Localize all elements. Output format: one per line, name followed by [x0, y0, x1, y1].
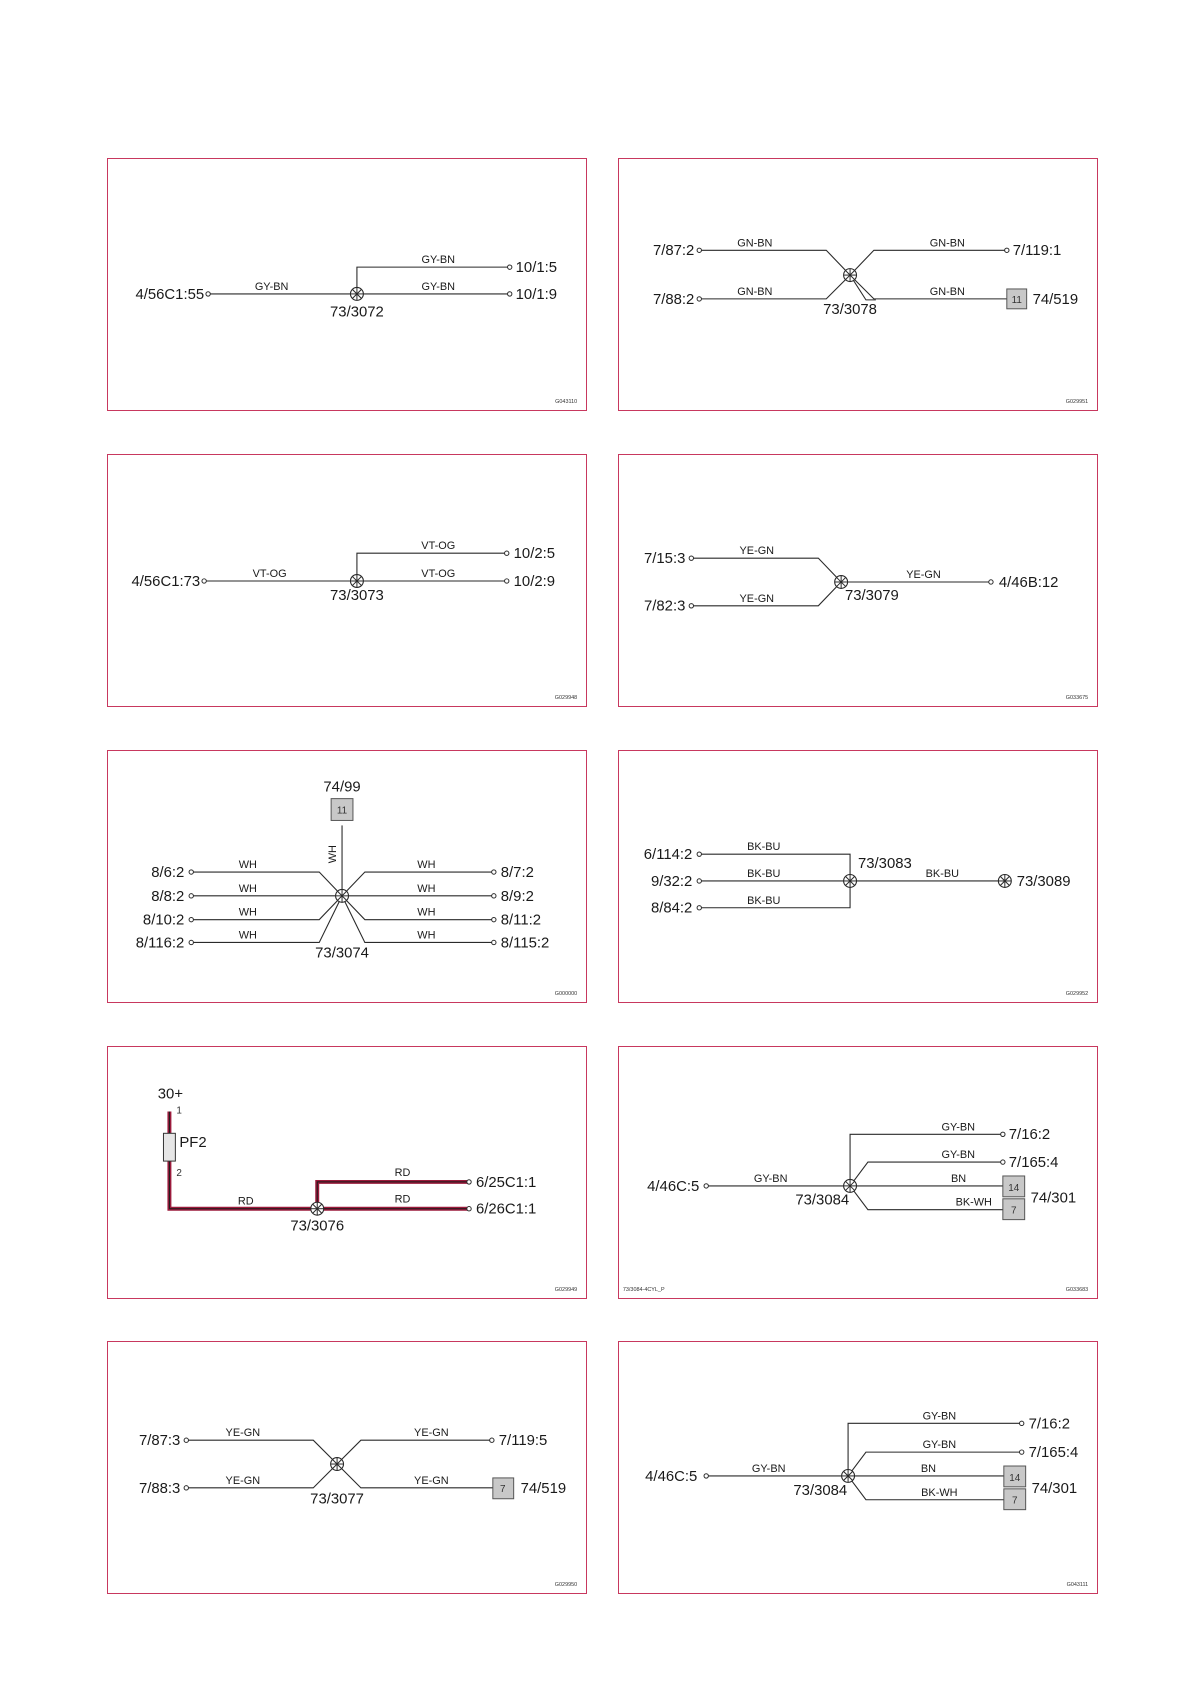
connector-label: 7/165:4 — [1008, 1155, 1059, 1172]
wire-color-label: BN — [950, 1172, 967, 1185]
connector-label: 9/32:2 — [650, 873, 693, 890]
wire-color-label: BK-BU — [747, 841, 781, 854]
splice-icon — [350, 287, 363, 300]
splice-label: 73/3084 — [793, 1482, 848, 1499]
splice-icon — [350, 575, 363, 588]
connector-label: 74/301 — [1030, 1190, 1077, 1207]
wire-color-label: RD — [394, 1193, 411, 1206]
wire-color-label: GN-BN — [929, 237, 965, 250]
connector-label: 8/115:2 — [500, 935, 550, 952]
splice-icon — [331, 1458, 344, 1471]
wire-color-label: YE-GN — [739, 545, 775, 558]
connector-label: 8/116:2 — [135, 935, 185, 952]
image-id: G029950 — [554, 1582, 578, 1589]
connector-label: 8/6:2 — [151, 864, 185, 881]
image-id: G029952 — [1065, 991, 1089, 998]
splice-label: 73/3079 — [844, 587, 899, 604]
wire-color-label: WH — [238, 929, 257, 942]
image-id: G029951 — [1065, 399, 1089, 406]
pin-number: 7 — [1011, 1495, 1018, 1507]
splice-icon — [336, 889, 349, 902]
wire-color-label: GN-BN — [929, 285, 965, 298]
splice-label: 73/3073 — [330, 587, 384, 604]
connector-label: 7/119:1 — [1012, 243, 1062, 260]
connector-label: 4/56C1:73 — [131, 573, 201, 590]
wire-color-label: WH — [417, 859, 436, 872]
pin-number: 11 — [336, 805, 348, 817]
wire-color-label: WH — [327, 845, 340, 864]
splice-label: 73/3072 — [330, 304, 384, 321]
wire-color-label: BK-BU — [925, 867, 959, 880]
wire-color-label: WH — [238, 882, 257, 895]
diagram-panel-73-3078 — [618, 158, 1098, 411]
splice-icon — [844, 1179, 857, 1192]
splice-icon — [844, 269, 857, 282]
connector-label: 7/87:3 — [138, 1433, 181, 1450]
image-id: G043110 — [555, 399, 578, 406]
splice-label: 73/3078 — [823, 301, 877, 318]
splice-label: 73/3083 — [858, 856, 912, 873]
connector-label: 7/16:2 — [1028, 1416, 1070, 1433]
fuse-pin-number: 1 — [176, 1105, 182, 1117]
wire-color-label: BK-WH — [921, 1486, 958, 1499]
wire-color-label: YE-GN — [739, 592, 775, 605]
image-id: G029949 — [554, 1287, 578, 1294]
diagram-panel-73-3073 — [107, 454, 587, 707]
wire-color-label: BK-BU — [747, 867, 781, 880]
wire-color-label: WH — [417, 929, 436, 942]
wire-color-label: RD — [237, 1195, 254, 1208]
connector-label: 7/88:2 — [652, 291, 695, 308]
supply-label: 30+ — [157, 1086, 184, 1103]
image-id: G029948 — [554, 695, 578, 702]
connector-label: 8/10:2 — [142, 912, 185, 929]
wire-color-label: GY-BN — [941, 1149, 976, 1162]
wire-color-label: BN — [920, 1462, 937, 1475]
connector-label: 7/165:4 — [1028, 1445, 1079, 1462]
wire-color-label: YE-GN — [414, 1474, 449, 1487]
fuse-label: PF2 — [179, 1135, 207, 1152]
wire-color-label: WH — [238, 859, 257, 872]
connector-label: 8/8:2 — [151, 888, 185, 905]
connector-label: 6/114:2 — [643, 847, 693, 864]
wire-color-label: YE-GN — [225, 1474, 261, 1487]
diagram-panel-73-3072 — [107, 158, 587, 411]
connector-label: 6/25C1:1 — [475, 1174, 537, 1191]
splice-label: 73/3089 — [1016, 873, 1071, 890]
splice-label: 73/3076 — [290, 1218, 345, 1235]
connector-label: 4/46C:5 — [645, 1468, 698, 1485]
connector-label: 7/88:3 — [138, 1480, 181, 1497]
connector-label: 4/46B:12 — [998, 574, 1059, 591]
connector-label: 4/56C1:55 — [135, 286, 205, 303]
diagram-panel-73-3074 — [107, 750, 587, 1003]
connector-label: 10/2:9 — [513, 573, 556, 590]
connector-label: 6/26C1:1 — [475, 1201, 537, 1218]
diagram-panel-73-3077 — [107, 1341, 587, 1594]
wire-color-label: WH — [238, 906, 257, 919]
connector-label: 7/82:3 — [644, 598, 686, 615]
fuse-icon — [163, 1133, 175, 1161]
wire-color-label: GY-BN — [421, 280, 456, 293]
variant-id: 73/3084-4CYL_P — [622, 1287, 665, 1294]
fuse-pin-number: 2 — [176, 1167, 182, 1179]
wire-color-label: BK-WH — [955, 1196, 992, 1209]
connector-label: 74/519 — [520, 1480, 567, 1497]
splice-label: 73/3077 — [310, 1491, 364, 1508]
diagram-panel-73-3084-4cyl — [618, 1046, 1098, 1299]
image-id: G033675 — [1065, 695, 1089, 702]
splice-icon — [842, 1469, 855, 1482]
wire-color-label: GN-BN — [737, 237, 773, 250]
connector-label: 74/99 — [323, 779, 361, 796]
connector-label: 7/16:2 — [1008, 1127, 1051, 1144]
connector-label: 10/2:5 — [513, 546, 556, 563]
splice-icon — [998, 875, 1011, 888]
connector-label: 4/46C:5 — [647, 1178, 700, 1195]
wire-color-label: GY-BN — [421, 254, 456, 267]
diagram-panel-73-3076 — [107, 1046, 587, 1299]
splice-icon — [844, 875, 857, 888]
wire-color-label: GN-BN — [737, 285, 773, 298]
diagram-panel-73-3084 — [618, 1341, 1098, 1594]
splice-icon — [311, 1202, 324, 1215]
connector-label: 8/11:2 — [500, 912, 542, 929]
connector-label: 10/1:5 — [515, 260, 558, 277]
wire-color-label: VT-OG — [421, 540, 456, 553]
connector-label: 74/301 — [1031, 1480, 1078, 1497]
pin-number: 11 — [1011, 294, 1022, 306]
splice-label: 73/3074 — [315, 945, 369, 962]
diagram-panel-73-3079 — [618, 454, 1098, 707]
connector-label: 7/119:5 — [498, 1433, 548, 1450]
pin-number: 7 — [1011, 1205, 1017, 1217]
wire-color-label: GY-BN — [941, 1121, 976, 1134]
splice-label: 73/3084 — [795, 1192, 850, 1209]
connector-label: 10/1:9 — [515, 286, 558, 303]
wire-color-label: RD — [394, 1166, 411, 1179]
wire-color-label: GY-BN — [922, 1410, 957, 1423]
pin-number: 7 — [500, 1483, 506, 1495]
wire-color-label: YE-GN — [414, 1427, 449, 1440]
connector-label: 8/9:2 — [500, 888, 534, 905]
wire-color-label: GY-BN — [922, 1439, 957, 1452]
connector-label: 7/15:3 — [644, 551, 686, 568]
wire-color-label: WH — [417, 906, 436, 919]
diagram-panel-73-3083 — [618, 750, 1098, 1003]
wire-color-label: GY-BN — [254, 280, 289, 293]
pin-number: 14 — [1008, 1182, 1020, 1194]
image-id: G033683 — [1065, 1287, 1089, 1294]
image-id: G043111 — [1066, 1582, 1089, 1589]
wire-color-label: VT-OG — [252, 568, 287, 581]
wire-color-label: YE-GN — [906, 569, 941, 582]
wire-color-label: GY-BN — [753, 1172, 788, 1185]
wire-color-label: BK-BU — [747, 894, 781, 907]
wire-color-label: VT-OG — [421, 568, 456, 581]
connector-label: 8/84:2 — [650, 900, 693, 917]
connector-label: 8/7:2 — [500, 864, 534, 881]
splice-icon — [835, 576, 848, 589]
wire-color-label: GY-BN — [751, 1462, 786, 1475]
wire-color-label: WH — [417, 882, 436, 895]
image-id: G000000 — [554, 991, 578, 998]
connector-label: 7/87:2 — [652, 243, 695, 260]
wire-color-label: YE-GN — [225, 1427, 261, 1440]
pin-number: 14 — [1009, 1472, 1021, 1484]
connector-label: 74/519 — [1032, 291, 1079, 308]
